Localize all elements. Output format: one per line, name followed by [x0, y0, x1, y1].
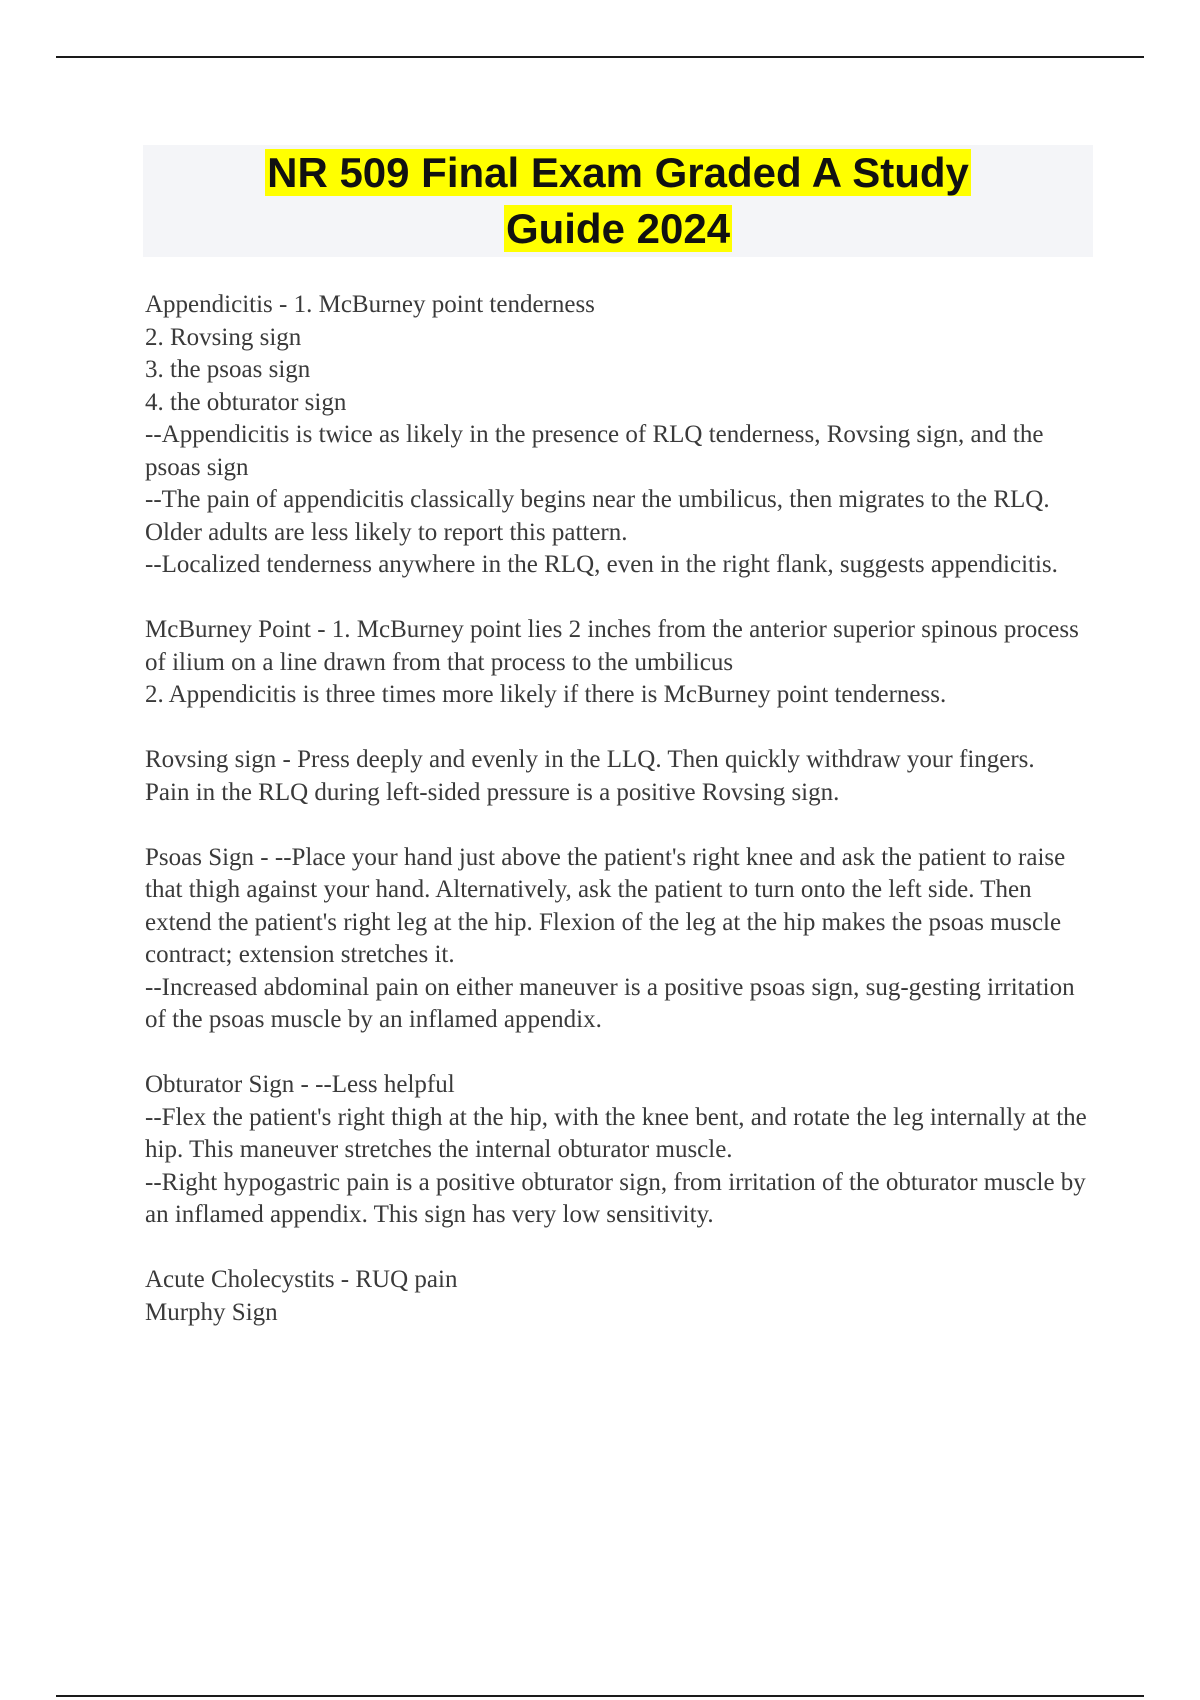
paragraph-mcburney-point: McBurney Point - 1. McBurney point lies 2 inches from the anterior superior spinous process of ilium on a line drawn from that process to the umbilicus 2. Appendicitis is three times more likely if there is McBurney point tenderness. — [145, 616, 1079, 708]
paragraph-rovsing-sign: Rovsing sign - Press deeply and evenly in the LLQ. Then quickly withdraw your fingers. Pain in the RLQ during left-sided pressure is a positive Rovsing sign. — [145, 746, 1035, 806]
title-banner — [143, 145, 1093, 257]
document-body — [145, 289, 1095, 1362]
top-rule — [56, 56, 1144, 58]
paragraph-acute-cholecystitis: Acute Cholecystits - RUQ pain Murphy Sign — [145, 1266, 458, 1326]
paragraph-appendicitis: Appendicitis - 1. McBurney point tenderness 2. Rovsing sign 3. the psoas sign 4. the obturator sign --Appendicitis is twice as likely in the presence of RLQ tenderness, Rovsing sign, and the psoas sign --The pain of appendicitis classically begins near the umbilicus, then migrates to the RLQ. Older adults are less likely to report this pattern. --Localized tenderness anywhere in the RLQ, even in the right flank, suggests appendicitis. — [145, 291, 1058, 578]
page-title-line-1: NR 509 Final Exam Graded A Study — [267, 149, 969, 196]
bottom-rule — [56, 1695, 1144, 1697]
paragraph-psoas-sign: Psoas Sign - --Place your hand just above the patient's right knee and ask the patient to raise that thigh against your hand. Alternatively, ask the patient to turn onto the left side. Then extend the patient's right leg at the hip. Flexion of the leg at the hip makes the psoas muscle contract; extension stretches it. --Increased abdominal pain on either maneuver is a positive psoas sign, sug-gesting irritation of the psoas muscle by an inflamed appendix. — [145, 843, 1075, 1033]
page-title-line-2: Guide 2024 — [505, 205, 731, 252]
paragraph-obturator-sign: Obturator Sign - --Less helpful --Flex the patient's right thigh at the hip, with the knee bent, and rotate the leg internally at the hip. This maneuver stretches the internal obturator muscle. --Right hypogastric pain is a positive obturator sign, from irritation of the obturator muscle by an inflamed appendix. This sign has very low sensitivity. — [145, 1071, 1087, 1228]
